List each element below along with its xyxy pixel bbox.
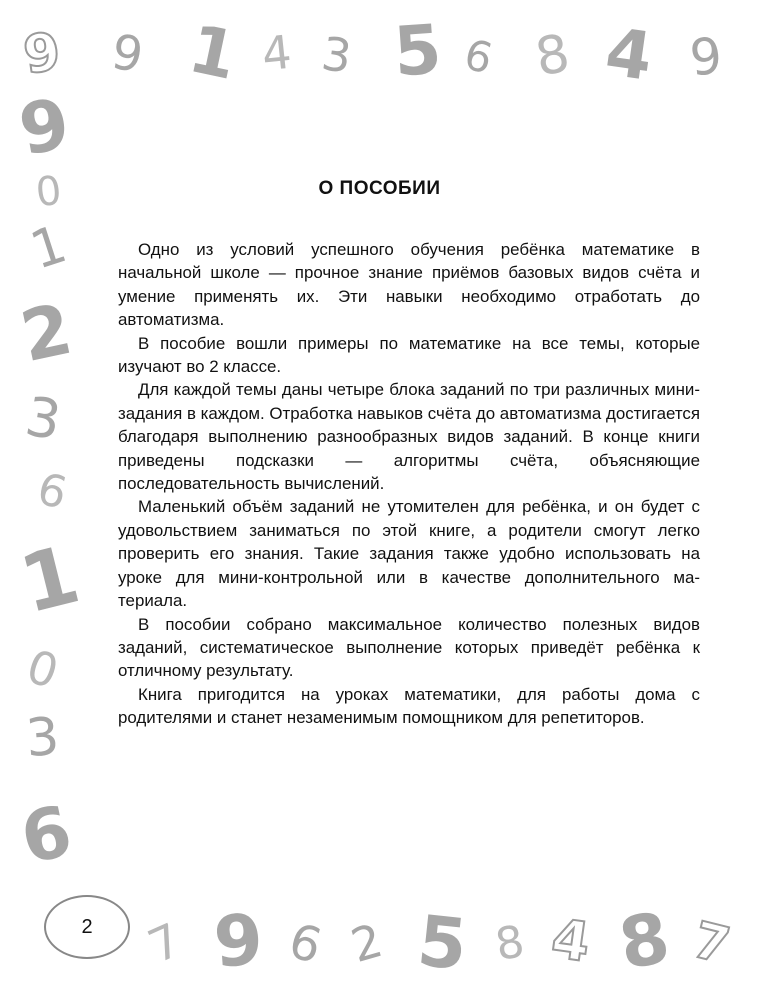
decor-digit: 7 bbox=[687, 910, 736, 976]
decor-digit: 1 bbox=[23, 214, 74, 282]
decor-digit: 4 bbox=[547, 906, 594, 975]
paragraph: В пособии собрано максимальное количество полезных видов заданий, систематическое выполнение которых приведёт ребёнка к отличному результату. bbox=[118, 614, 700, 681]
decor-digit: 3 bbox=[318, 26, 355, 84]
page-title: О ПОСОБИИ bbox=[318, 178, 441, 199]
decor-digit: 7 bbox=[140, 912, 189, 974]
decor-digit: 0 bbox=[20, 638, 65, 700]
paragraph: Одно из условий успешного обучения ребёнка математике в начальной школе — прочное знание приёмов базовых видов счёта и умение применять их. Эти навыки необходимо отработать до автоматизма. bbox=[118, 240, 700, 330]
decor-digit: 1 bbox=[182, 10, 244, 95]
decor-digit: 9 bbox=[20, 21, 65, 87]
paragraph: Маленький объём заданий не утомителен для ребёнка, и он будет с удовольствием заниматься по этой книге, а родители смогут легко проверить его знания. Такие задания также удобно использовать на уроке для мини-контрольной или в качестве дополнительного материала. bbox=[118, 497, 700, 611]
decor-digit: 5 bbox=[413, 899, 471, 987]
decor-digit: 8 bbox=[531, 23, 575, 89]
decor-digit: 6 bbox=[459, 29, 498, 84]
decor-digit: 9 bbox=[107, 23, 148, 85]
decor-digit: 8 bbox=[491, 915, 529, 972]
decor-digit: 3 bbox=[20, 384, 66, 453]
decor-digit: 6 bbox=[14, 789, 79, 881]
decor-digit: 9 bbox=[13, 82, 76, 172]
decor-digit: 3 bbox=[23, 706, 62, 770]
decor-digit: 5 bbox=[391, 10, 444, 93]
decor-digit: 8 bbox=[613, 896, 676, 986]
page-number: 2 bbox=[81, 915, 93, 938]
decor-digit: 2 bbox=[345, 913, 389, 973]
decor-digit: 9 bbox=[687, 26, 725, 88]
decor-digit: 2 bbox=[14, 287, 79, 379]
paragraph: Книга пригодится на уроках математики, для работы дома с родителями и станет незаменимым помощником для репетиторов. bbox=[118, 684, 700, 728]
paragraph: В пособие вошли примеры по математике на все темы, которые изучают во 2 классе. bbox=[118, 333, 700, 377]
decor-digit: 1 bbox=[11, 527, 88, 632]
decor-digit: 4 bbox=[600, 13, 658, 96]
decor-digit: 9 bbox=[211, 898, 266, 984]
decor-digit: 4 bbox=[259, 24, 295, 82]
decor-digit: 6 bbox=[32, 463, 72, 520]
body-text bbox=[118, 238, 700, 730]
paragraph: Для каждой темы даны четыре блока заданий по три различных мини-задания в каждом. Отработка навыков счёта до автоматизма достигается благодаря выполнению разнообразных видов заданий. В конце книги приведены подсказки — алгоритмы счёта, объясняющие последовательность вычислений. bbox=[118, 380, 701, 494]
decor-digit: 0 bbox=[33, 167, 64, 217]
decor-digit: 6 bbox=[282, 912, 328, 976]
